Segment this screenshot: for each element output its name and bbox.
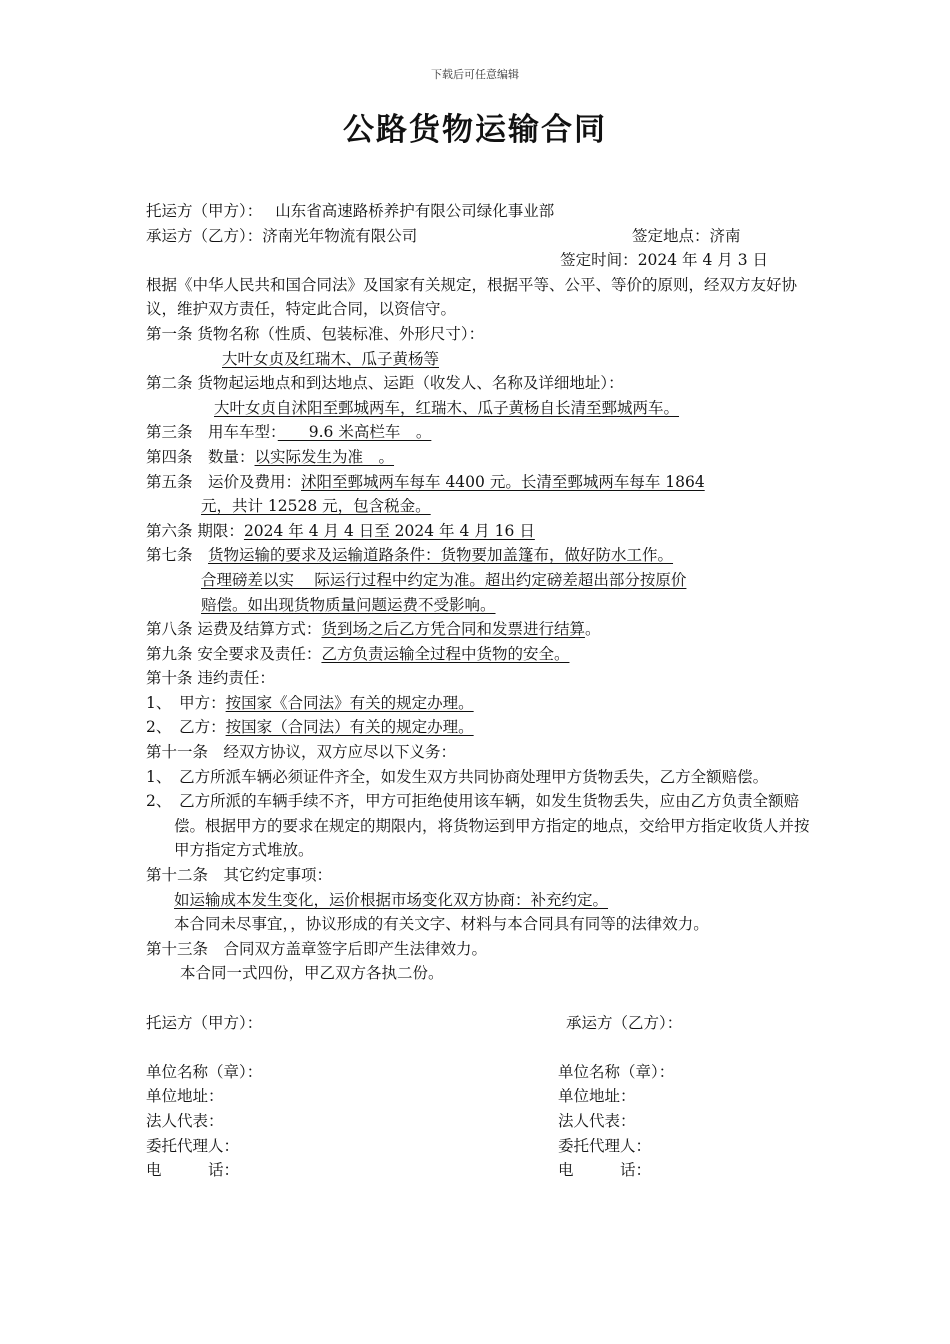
date-line bbox=[146, 248, 816, 273]
signature-right-unit-address: 单位地址： bbox=[558, 1087, 636, 1106]
place-label: 签定地点： bbox=[632, 226, 710, 245]
article-10-label: 第十条 违约责任： bbox=[146, 669, 275, 688]
article-7-value-1: 货物运输的要求及运输道路条件：货物要加盖篷布，做好防水工作。 bbox=[208, 546, 674, 565]
article-13-note: 本合同一式四份，甲乙双方各执二份。 bbox=[180, 964, 444, 983]
article-2-value: 大叶女贞自沭阳至鄄城两车，红瑞木、瓜子黄杨自长清至鄄城两车。 bbox=[214, 398, 680, 417]
shipper-label: 托运方（甲方）： bbox=[146, 202, 263, 220]
carrier-line bbox=[146, 224, 816, 249]
article-6 bbox=[146, 519, 816, 544]
place-value: 济南 bbox=[709, 226, 741, 245]
article-12-note: 本合同未尽事宜，，协议形成的有关文字、材料与本合同具有同等的法律效力。 bbox=[174, 915, 709, 934]
article-4 bbox=[146, 445, 816, 470]
shipper-name: 山东省高速路桥养护有限公司绿化事业部 bbox=[275, 202, 555, 220]
article-10-item-1-value: 按国家《合同法》有关的规定办理。 bbox=[225, 693, 474, 712]
article-6-label: 第六条 期限： bbox=[146, 521, 244, 540]
signature-right-legal-rep: 法人代表： bbox=[558, 1111, 636, 1130]
article-11-item-2: 2、 乙方所派的车辆手续不齐，甲方可拒绝使用该车辆，如发生货物丢失，应由乙方负责全额赔偿。根据甲方的要求在规定的期限内，将货物运到甲方指定的地点，交给甲方指定收货人并按甲方指定方式堆放。 bbox=[146, 792, 810, 860]
carrier-label: 承运方（乙方）： bbox=[146, 226, 263, 245]
article-8-value: 货到场之后乙方凭合同和发票进行结算 bbox=[321, 620, 585, 639]
signature-left-party: 托运方（甲方）： bbox=[146, 1013, 263, 1032]
article-5-label: 第五条 运价及费用： bbox=[146, 472, 302, 491]
preamble: 根据《中华人民共和国合同法》及国家有关规定，根据平等、公平、等价的原则，经双方友好协议，维护双方责任，特定此合同，以资信守。 bbox=[146, 275, 798, 319]
signature-parties bbox=[146, 1011, 816, 1036]
signature-agent bbox=[146, 1134, 816, 1159]
article-10-item-2-label: 2、 乙方： bbox=[146, 718, 226, 737]
article-8-label: 第八条 运费及结算方式： bbox=[146, 620, 322, 639]
article-5-value-1: 沭阳至鄄城两车每车 4400 元。长清至鄄城两车每车 1864 bbox=[301, 472, 705, 491]
signature-left-phone: 电 话： bbox=[146, 1161, 240, 1180]
article-2-label: 第二条 货物起运地点和到达地点、运距（收发人、名称及详细地址）： bbox=[146, 374, 624, 393]
article-6-value: 2024 年 4 月 4 日至 2024 年 4 月 16 日 bbox=[243, 521, 535, 540]
article-9 bbox=[146, 642, 816, 667]
article-7-value-3: 赔偿。如出现货物质量问题运费不受影响。 bbox=[201, 595, 496, 614]
article-8-tail: 。 bbox=[584, 620, 601, 639]
article-1-label: 第一条 货物名称（性质、包装标准、外形尺寸）： bbox=[146, 324, 485, 343]
article-3-label: 第三条 用车车型： bbox=[146, 423, 278, 442]
article-5-value-2: 元，共计 12528 元，包含税金。 bbox=[201, 497, 431, 516]
contract-title: 公路货物运输合同 bbox=[343, 112, 607, 148]
contract-body bbox=[146, 199, 816, 1183]
shipper-line bbox=[146, 199, 816, 224]
article-12-value: 如运输成本发生变化，运价根据市场变化双方协商：补充约定。 bbox=[174, 890, 609, 909]
signature-phone bbox=[146, 1158, 816, 1183]
signature-right-unit-name: 单位名称（章）： bbox=[558, 1062, 675, 1081]
article-12-label: 第十二条 其它约定事项： bbox=[146, 866, 333, 885]
article-11-item-1: 1、 乙方所派车辆必须证件齐全，如发生双方共同协商处理甲方货物丢失，乙方全额赔偿。 bbox=[146, 767, 769, 786]
date-label: 签定时间： bbox=[560, 251, 638, 270]
signature-right-agent: 委托代理人： bbox=[558, 1136, 652, 1155]
article-7 bbox=[146, 543, 816, 568]
signature-left-agent: 委托代理人： bbox=[146, 1136, 240, 1155]
article-3 bbox=[146, 420, 816, 445]
article-7-label: 第七条 bbox=[146, 546, 209, 565]
date-value: 2024 年 4 月 3 日 bbox=[637, 251, 768, 270]
article-13-label: 第十三条 合同双方盖章签字后即产生法律效力。 bbox=[146, 939, 488, 958]
header-note: 下载后可任意编辑 bbox=[431, 68, 519, 81]
signature-unit-address bbox=[146, 1084, 816, 1109]
signature-right-phone: 电 话： bbox=[558, 1161, 652, 1180]
signature-unit-name bbox=[146, 1060, 816, 1085]
article-7-value-2: 合理磅差以实 际运行过程中约定为准。超出约定磅差超出部分按原价 bbox=[201, 570, 687, 589]
article-1-value: 大叶女贞及红瑞木、瓜子黄杨等 bbox=[222, 349, 440, 368]
carrier-name: 济南光年物流有限公司 bbox=[262, 226, 418, 245]
signature-left-unit-name: 单位名称（章）： bbox=[146, 1062, 263, 1081]
article-10-item-2-value: 按国家（合同法）有关的规定办理。 bbox=[225, 718, 474, 737]
article-4-value: 以实际发生为准 。 bbox=[254, 447, 395, 466]
article-4-label: 第四条 数量： bbox=[146, 447, 255, 466]
signature-left-unit-address: 单位地址： bbox=[146, 1087, 224, 1106]
article-11-label: 第十一条 经双方协议，双方应尽以下义务： bbox=[146, 743, 457, 762]
article-9-label: 第九条 安全要求及责任： bbox=[146, 644, 322, 663]
article-9-value: 乙方负责运输全过程中货物的安全。 bbox=[321, 644, 570, 663]
article-10-item-1 bbox=[146, 691, 816, 716]
article-3-value: 9.6 米高栏车 。 bbox=[277, 423, 432, 442]
article-10-item-1-label: 1、 甲方： bbox=[146, 693, 226, 712]
article-8 bbox=[146, 617, 816, 642]
article-5 bbox=[146, 470, 816, 495]
article-10-item-2 bbox=[146, 715, 816, 740]
signature-right-party: 承运方（乙方）： bbox=[566, 1013, 683, 1032]
signature-legal-rep bbox=[146, 1109, 816, 1134]
signature-left-legal-rep: 法人代表： bbox=[146, 1111, 224, 1130]
